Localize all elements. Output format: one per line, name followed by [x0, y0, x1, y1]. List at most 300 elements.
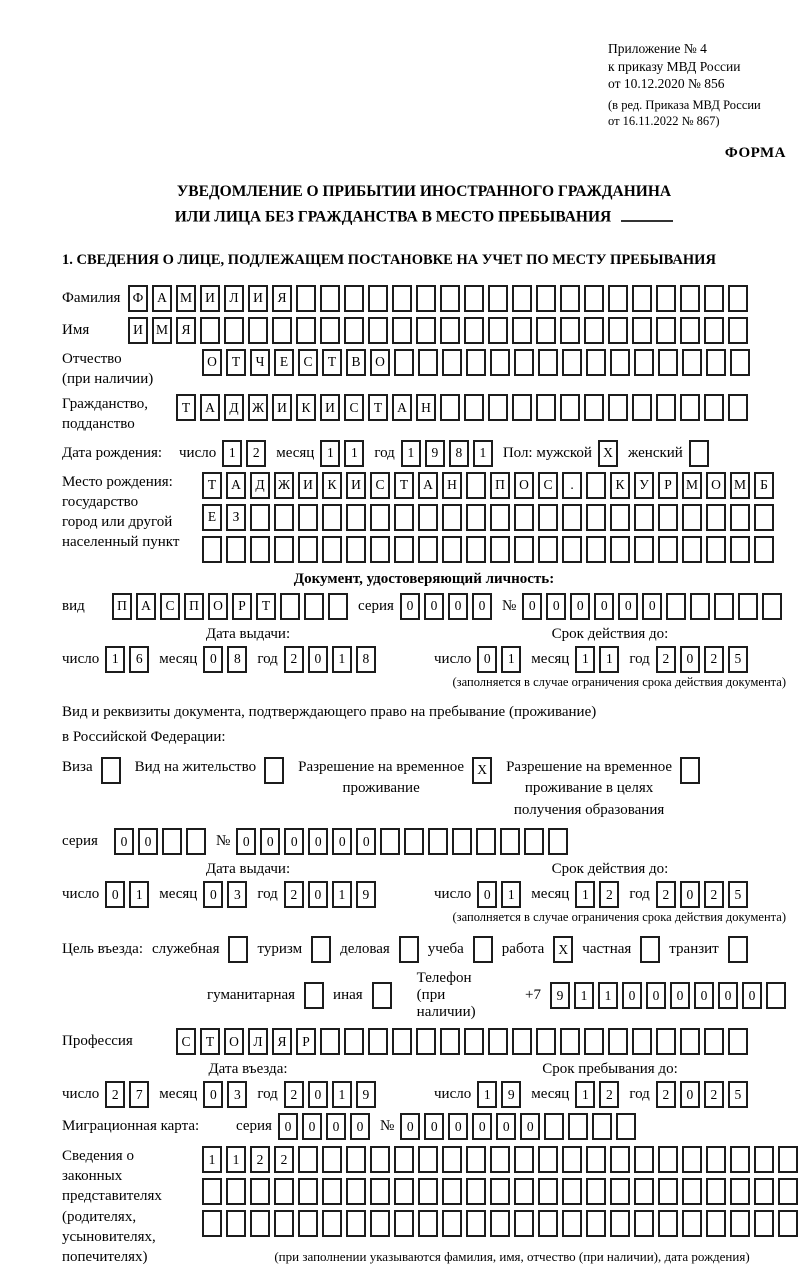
char-cell[interactable]: 1 — [332, 1081, 352, 1108]
char-cell[interactable]: Т — [200, 1028, 220, 1055]
char-cell[interactable] — [610, 504, 630, 531]
char-cell[interactable] — [586, 349, 606, 376]
char-cell[interactable] — [202, 1210, 222, 1237]
char-cell[interactable]: 2 — [284, 1081, 304, 1108]
char-cell[interactable]: 1 — [320, 440, 340, 467]
char-cell[interactable] — [464, 394, 484, 421]
char-cell[interactable] — [248, 317, 268, 344]
char-cell[interactable]: 3 — [227, 881, 247, 908]
char-cell[interactable]: 0 — [680, 881, 700, 908]
char-cell[interactable] — [706, 536, 726, 563]
char-cell[interactable] — [298, 504, 318, 531]
char-cell[interactable] — [466, 349, 486, 376]
char-cell[interactable] — [754, 1178, 774, 1205]
char-cell[interactable] — [778, 1146, 798, 1173]
char-cell[interactable]: М — [176, 285, 196, 312]
char-cell[interactable]: Т — [256, 593, 276, 620]
char-cell[interactable] — [442, 1210, 462, 1237]
char-cell[interactable]: О — [706, 472, 726, 499]
char-cell[interactable] — [754, 1146, 774, 1173]
char-cell[interactable] — [500, 828, 520, 855]
char-cell[interactable]: С — [370, 472, 390, 499]
char-cell[interactable]: Р — [658, 472, 678, 499]
char-cell[interactable]: Ж — [248, 394, 268, 421]
char-cell[interactable]: 2 — [599, 1081, 619, 1108]
char-cell[interactable] — [380, 828, 400, 855]
char-cell[interactable] — [464, 1028, 484, 1055]
char-cell[interactable]: 0 — [680, 646, 700, 673]
char-cell[interactable]: 0 — [546, 593, 566, 620]
char-cell[interactable]: 0 — [618, 593, 638, 620]
char-cell[interactable]: 0 — [594, 593, 614, 620]
char-cell[interactable]: А — [418, 472, 438, 499]
char-cell[interactable] — [562, 349, 582, 376]
char-cell[interactable] — [298, 1178, 318, 1205]
char-cell[interactable] — [370, 1210, 390, 1237]
char-cell[interactable] — [416, 285, 436, 312]
char-cell[interactable] — [536, 285, 556, 312]
char-cell[interactable]: 0 — [308, 828, 328, 855]
char-cell[interactable] — [416, 1028, 436, 1055]
char-cell[interactable]: 0 — [203, 646, 223, 673]
char-cell[interactable]: 0 — [400, 593, 420, 620]
char-cell[interactable] — [346, 1178, 366, 1205]
char-cell[interactable] — [428, 828, 448, 855]
char-cell[interactable] — [452, 828, 472, 855]
char-cell[interactable]: 0 — [522, 593, 542, 620]
char-cell[interactable] — [392, 285, 412, 312]
char-cell[interactable] — [730, 349, 750, 376]
purpose-study-checkbox[interactable] — [473, 936, 493, 963]
char-cell[interactable] — [658, 504, 678, 531]
char-cell[interactable] — [586, 536, 606, 563]
char-cell[interactable] — [586, 504, 606, 531]
char-cell[interactable] — [680, 317, 700, 344]
char-cell[interactable] — [610, 1146, 630, 1173]
char-cell[interactable] — [418, 504, 438, 531]
char-cell[interactable] — [344, 1028, 364, 1055]
char-cell[interactable] — [464, 317, 484, 344]
char-cell[interactable] — [512, 317, 532, 344]
char-cell[interactable] — [394, 349, 414, 376]
char-cell[interactable]: Д — [250, 472, 270, 499]
visa-checkbox[interactable] — [101, 757, 121, 784]
char-cell[interactable] — [476, 828, 496, 855]
char-cell[interactable]: 0 — [742, 982, 762, 1009]
temp-residence-checkbox[interactable]: X — [472, 757, 492, 784]
char-cell[interactable] — [322, 1178, 342, 1205]
char-cell[interactable] — [274, 504, 294, 531]
char-cell[interactable] — [226, 536, 246, 563]
char-cell[interactable] — [766, 982, 786, 1009]
char-cell[interactable] — [682, 504, 702, 531]
char-cell[interactable] — [272, 317, 292, 344]
char-cell[interactable] — [608, 317, 628, 344]
char-cell[interactable]: Т — [176, 394, 196, 421]
char-cell[interactable] — [328, 593, 348, 620]
char-cell[interactable]: 0 — [424, 593, 444, 620]
char-cell[interactable]: 0 — [260, 828, 280, 855]
char-cell[interactable] — [514, 1210, 534, 1237]
purpose-other-checkbox[interactable] — [372, 982, 392, 1009]
char-cell[interactable] — [658, 349, 678, 376]
char-cell[interactable]: 2 — [656, 881, 676, 908]
char-cell[interactable] — [368, 317, 388, 344]
char-cell[interactable]: 0 — [350, 1113, 370, 1140]
char-cell[interactable] — [274, 1210, 294, 1237]
char-cell[interactable] — [280, 593, 300, 620]
char-cell[interactable] — [584, 317, 604, 344]
char-cell[interactable] — [346, 504, 366, 531]
char-cell[interactable] — [370, 1146, 390, 1173]
char-cell[interactable]: П — [112, 593, 132, 620]
char-cell[interactable] — [584, 285, 604, 312]
char-cell[interactable]: 1 — [226, 1146, 246, 1173]
char-cell[interactable] — [728, 285, 748, 312]
char-cell[interactable] — [632, 1028, 652, 1055]
char-cell[interactable]: О — [514, 472, 534, 499]
char-cell[interactable] — [370, 536, 390, 563]
char-cell[interactable] — [394, 1146, 414, 1173]
char-cell[interactable]: О — [208, 593, 228, 620]
purpose-private-checkbox[interactable] — [640, 936, 660, 963]
char-cell[interactable] — [392, 1028, 412, 1055]
char-cell[interactable]: Р — [232, 593, 252, 620]
char-cell[interactable] — [274, 1178, 294, 1205]
char-cell[interactable] — [586, 1146, 606, 1173]
char-cell[interactable] — [418, 536, 438, 563]
char-cell[interactable]: 0 — [236, 828, 256, 855]
char-cell[interactable] — [442, 1146, 462, 1173]
char-cell[interactable] — [634, 536, 654, 563]
char-cell[interactable]: Я — [272, 285, 292, 312]
char-cell[interactable] — [658, 1178, 678, 1205]
char-cell[interactable]: 5 — [728, 881, 748, 908]
char-cell[interactable]: 0 — [646, 982, 666, 1009]
purpose-commercial-checkbox[interactable] — [399, 936, 419, 963]
char-cell[interactable] — [322, 504, 342, 531]
char-cell[interactable] — [754, 1210, 774, 1237]
char-cell[interactable] — [706, 1178, 726, 1205]
char-cell[interactable] — [200, 317, 220, 344]
char-cell[interactable]: 0 — [356, 828, 376, 855]
char-cell[interactable] — [442, 536, 462, 563]
char-cell[interactable] — [488, 1028, 508, 1055]
char-cell[interactable] — [728, 1028, 748, 1055]
char-cell[interactable] — [610, 536, 630, 563]
char-cell[interactable] — [346, 536, 366, 563]
char-cell[interactable] — [274, 536, 294, 563]
char-cell[interactable] — [634, 504, 654, 531]
char-cell[interactable]: 9 — [356, 1081, 376, 1108]
char-cell[interactable] — [322, 536, 342, 563]
sex-male-checkbox[interactable]: X — [598, 440, 618, 467]
char-cell[interactable] — [730, 1178, 750, 1205]
char-cell[interactable] — [704, 394, 724, 421]
residence-permit-checkbox[interactable] — [264, 757, 284, 784]
char-cell[interactable] — [514, 349, 534, 376]
char-cell[interactable] — [706, 1210, 726, 1237]
char-cell[interactable] — [250, 1210, 270, 1237]
char-cell[interactable] — [738, 593, 758, 620]
char-cell[interactable]: 2 — [656, 646, 676, 673]
char-cell[interactable]: 1 — [575, 881, 595, 908]
char-cell[interactable] — [394, 1178, 414, 1205]
char-cell[interactable] — [680, 394, 700, 421]
char-cell[interactable] — [608, 1028, 628, 1055]
char-cell[interactable] — [682, 536, 702, 563]
char-cell[interactable]: 0 — [472, 593, 492, 620]
char-cell[interactable] — [560, 1028, 580, 1055]
char-cell[interactable] — [346, 1146, 366, 1173]
char-cell[interactable]: 0 — [332, 828, 352, 855]
char-cell[interactable] — [298, 536, 318, 563]
char-cell[interactable] — [466, 536, 486, 563]
char-cell[interactable] — [250, 504, 270, 531]
char-cell[interactable]: 0 — [448, 593, 468, 620]
char-cell[interactable] — [608, 394, 628, 421]
char-cell[interactable]: 1 — [477, 1081, 497, 1108]
char-cell[interactable] — [538, 504, 558, 531]
char-cell[interactable]: 1 — [574, 982, 594, 1009]
char-cell[interactable] — [442, 349, 462, 376]
char-cell[interactable]: Т — [368, 394, 388, 421]
char-cell[interactable]: 1 — [222, 440, 242, 467]
char-cell[interactable]: 1 — [598, 982, 618, 1009]
char-cell[interactable]: Т — [322, 349, 342, 376]
char-cell[interactable] — [418, 349, 438, 376]
char-cell[interactable]: Т — [202, 472, 222, 499]
char-cell[interactable] — [162, 828, 182, 855]
char-cell[interactable]: Т — [394, 472, 414, 499]
char-cell[interactable] — [512, 394, 532, 421]
char-cell[interactable] — [562, 1146, 582, 1173]
char-cell[interactable]: Е — [274, 349, 294, 376]
char-cell[interactable] — [320, 285, 340, 312]
char-cell[interactable]: 0 — [302, 1113, 322, 1140]
char-cell[interactable] — [298, 1210, 318, 1237]
char-cell[interactable]: К — [296, 394, 316, 421]
char-cell[interactable] — [634, 349, 654, 376]
char-cell[interactable]: С — [344, 394, 364, 421]
char-cell[interactable] — [442, 504, 462, 531]
char-cell[interactable] — [466, 504, 486, 531]
char-cell[interactable]: А — [392, 394, 412, 421]
char-cell[interactable] — [682, 1178, 702, 1205]
char-cell[interactable]: 2 — [599, 881, 619, 908]
char-cell[interactable] — [562, 504, 582, 531]
char-cell[interactable] — [440, 1028, 460, 1055]
char-cell[interactable] — [418, 1210, 438, 1237]
char-cell[interactable]: 0 — [472, 1113, 492, 1140]
char-cell[interactable]: А — [226, 472, 246, 499]
char-cell[interactable] — [490, 1210, 510, 1237]
char-cell[interactable] — [224, 317, 244, 344]
char-cell[interactable] — [656, 317, 676, 344]
char-cell[interactable] — [514, 1146, 534, 1173]
purpose-work-checkbox[interactable]: X — [553, 936, 573, 963]
char-cell[interactable] — [418, 1146, 438, 1173]
char-cell[interactable] — [704, 285, 724, 312]
char-cell[interactable] — [524, 828, 544, 855]
char-cell[interactable]: И — [248, 285, 268, 312]
char-cell[interactable] — [610, 1210, 630, 1237]
char-cell[interactable] — [440, 394, 460, 421]
char-cell[interactable] — [538, 349, 558, 376]
char-cell[interactable]: Н — [416, 394, 436, 421]
char-cell[interactable]: 9 — [550, 982, 570, 1009]
char-cell[interactable] — [610, 1178, 630, 1205]
char-cell[interactable] — [656, 394, 676, 421]
char-cell[interactable]: С — [160, 593, 180, 620]
char-cell[interactable] — [202, 1178, 222, 1205]
char-cell[interactable] — [568, 1113, 588, 1140]
char-cell[interactable]: Н — [442, 472, 462, 499]
char-cell[interactable] — [706, 1146, 726, 1173]
char-cell[interactable] — [464, 285, 484, 312]
char-cell[interactable]: 0 — [496, 1113, 516, 1140]
char-cell[interactable]: 1 — [599, 646, 619, 673]
char-cell[interactable]: 1 — [129, 881, 149, 908]
char-cell[interactable] — [538, 536, 558, 563]
char-cell[interactable] — [548, 828, 568, 855]
char-cell[interactable] — [250, 536, 270, 563]
char-cell[interactable] — [392, 317, 412, 344]
char-cell[interactable]: К — [322, 472, 342, 499]
char-cell[interactable] — [370, 504, 390, 531]
purpose-humanitarian-checkbox[interactable] — [304, 982, 324, 1009]
char-cell[interactable] — [560, 317, 580, 344]
char-cell[interactable]: 0 — [424, 1113, 444, 1140]
char-cell[interactable] — [586, 1178, 606, 1205]
char-cell[interactable] — [714, 593, 734, 620]
char-cell[interactable]: 0 — [203, 1081, 223, 1108]
char-cell[interactable] — [656, 285, 676, 312]
char-cell[interactable]: Я — [176, 317, 196, 344]
char-cell[interactable] — [730, 504, 750, 531]
char-cell[interactable] — [706, 504, 726, 531]
char-cell[interactable] — [538, 1210, 558, 1237]
char-cell[interactable]: 0 — [284, 828, 304, 855]
char-cell[interactable]: И — [128, 317, 148, 344]
char-cell[interactable]: 2 — [704, 646, 724, 673]
char-cell[interactable] — [368, 1028, 388, 1055]
char-cell[interactable] — [466, 1146, 486, 1173]
char-cell[interactable] — [682, 1210, 702, 1237]
char-cell[interactable] — [226, 1210, 246, 1237]
char-cell[interactable] — [404, 828, 424, 855]
char-cell[interactable] — [728, 317, 748, 344]
char-cell[interactable]: К — [610, 472, 630, 499]
char-cell[interactable]: 3 — [227, 1081, 247, 1108]
char-cell[interactable]: 1 — [401, 440, 421, 467]
char-cell[interactable] — [346, 1210, 366, 1237]
char-cell[interactable] — [488, 285, 508, 312]
char-cell[interactable]: Ф — [128, 285, 148, 312]
char-cell[interactable] — [634, 1210, 654, 1237]
char-cell[interactable]: 8 — [449, 440, 469, 467]
char-cell[interactable] — [762, 593, 782, 620]
char-cell[interactable] — [466, 1210, 486, 1237]
char-cell[interactable]: 2 — [284, 881, 304, 908]
char-cell[interactable] — [442, 1178, 462, 1205]
char-cell[interactable] — [536, 394, 556, 421]
char-cell[interactable] — [466, 1178, 486, 1205]
char-cell[interactable]: Р — [296, 1028, 316, 1055]
char-cell[interactable]: 1 — [501, 646, 521, 673]
purpose-transit-checkbox[interactable] — [728, 936, 748, 963]
char-cell[interactable] — [666, 593, 686, 620]
char-cell[interactable] — [416, 317, 436, 344]
purpose-tourism-checkbox[interactable] — [311, 936, 331, 963]
char-cell[interactable]: А — [200, 394, 220, 421]
char-cell[interactable]: 9 — [356, 881, 376, 908]
char-cell[interactable]: 5 — [728, 646, 748, 673]
char-cell[interactable]: С — [538, 472, 558, 499]
char-cell[interactable] — [584, 394, 604, 421]
char-cell[interactable]: 2 — [656, 1081, 676, 1108]
char-cell[interactable]: 0 — [642, 593, 662, 620]
char-cell[interactable]: 0 — [570, 593, 590, 620]
purpose-business-checkbox[interactable] — [228, 936, 248, 963]
char-cell[interactable] — [536, 1028, 556, 1055]
char-cell[interactable] — [634, 1178, 654, 1205]
char-cell[interactable]: Е — [202, 504, 222, 531]
char-cell[interactable]: 2 — [284, 646, 304, 673]
char-cell[interactable] — [658, 1210, 678, 1237]
char-cell[interactable] — [728, 394, 748, 421]
char-cell[interactable]: 0 — [203, 881, 223, 908]
char-cell[interactable] — [754, 504, 774, 531]
char-cell[interactable]: И — [320, 394, 340, 421]
char-cell[interactable]: 1 — [473, 440, 493, 467]
char-cell[interactable]: М — [730, 472, 750, 499]
char-cell[interactable] — [488, 394, 508, 421]
char-cell[interactable]: 0 — [308, 646, 328, 673]
char-cell[interactable]: У — [634, 472, 654, 499]
char-cell[interactable] — [440, 317, 460, 344]
char-cell[interactable] — [514, 536, 534, 563]
char-cell[interactable] — [634, 1146, 654, 1173]
char-cell[interactable]: 0 — [477, 881, 497, 908]
char-cell[interactable]: Л — [224, 285, 244, 312]
char-cell[interactable]: 1 — [332, 881, 352, 908]
char-cell[interactable]: М — [152, 317, 172, 344]
char-cell[interactable]: 1 — [575, 1081, 595, 1108]
char-cell[interactable] — [682, 1146, 702, 1173]
char-cell[interactable] — [778, 1210, 798, 1237]
char-cell[interactable]: 0 — [308, 881, 328, 908]
char-cell[interactable] — [656, 1028, 676, 1055]
char-cell[interactable]: 2 — [274, 1146, 294, 1173]
char-cell[interactable] — [778, 1178, 798, 1205]
char-cell[interactable] — [514, 504, 534, 531]
char-cell[interactable]: 1 — [202, 1146, 222, 1173]
char-cell[interactable]: О — [224, 1028, 244, 1055]
char-cell[interactable]: 2 — [105, 1081, 125, 1108]
char-cell[interactable] — [538, 1146, 558, 1173]
char-cell[interactable] — [322, 1210, 342, 1237]
char-cell[interactable] — [658, 1146, 678, 1173]
char-cell[interactable] — [536, 317, 556, 344]
char-cell[interactable]: 7 — [129, 1081, 149, 1108]
char-cell[interactable] — [320, 1028, 340, 1055]
char-cell[interactable]: 0 — [670, 982, 690, 1009]
char-cell[interactable] — [440, 285, 460, 312]
char-cell[interactable]: О — [370, 349, 390, 376]
char-cell[interactable]: А — [136, 593, 156, 620]
char-cell[interactable] — [730, 1146, 750, 1173]
